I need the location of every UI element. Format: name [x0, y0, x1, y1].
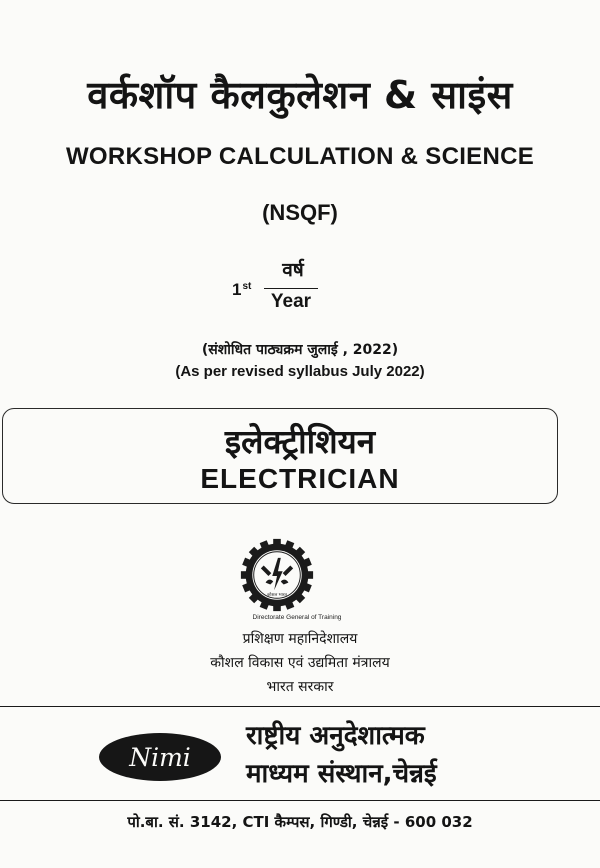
nimi-oval-logo-icon	[97, 730, 223, 784]
title-hindi: वर्कशॉप कैलकुलेशन & साइंस	[87, 73, 513, 117]
government-line-1: प्रशिक्षण महानिदेशालय	[242, 631, 358, 647]
government-line-2: कौशल विकास एवं उद्यमिता मंत्रालय	[210, 655, 390, 671]
institute-name-line-2: माध्यम संस्थान,चेन्नई	[246, 759, 437, 789]
dgt-logo-inner-text: कौशल भारत	[267, 592, 287, 598]
year-ordinal	[232, 280, 251, 300]
nimi-logo-text: Nimi	[129, 743, 191, 772]
title-english: WORKSHOP CALCULATION & SCIENCE	[65, 143, 535, 170]
year-label-hindi: वर्ष	[282, 259, 304, 281]
government-line-3: भारत सरकार	[266, 679, 334, 695]
year-ordinal-number: 1	[232, 280, 242, 299]
dgt-caption: Directorate General of Training	[252, 614, 342, 621]
trade-name-english: ELECTRICIAN	[200, 463, 400, 494]
syllabus-note-english: (As per revised syllabus July 2022)	[175, 363, 425, 380]
year-ordinal-suffix: st	[242, 281, 252, 292]
year-fraction-line	[264, 288, 318, 289]
divider-top	[0, 706, 600, 707]
institute-name-line-1: राष्ट्रीय अनुदेशात्मक	[246, 721, 425, 751]
dgt-gear-emblem-icon	[239, 537, 315, 613]
year-label-english: Year	[270, 291, 312, 312]
year-indicator	[232, 258, 352, 318]
postal-address: पो.बा. सं. 3142, CTI कैम्पस, गिण्डी, चेन्नई - 600 032	[127, 813, 473, 831]
syllabus-note-hindi: (संशोधित पाठ्यक्रम जुलाई , 2022)	[201, 342, 399, 358]
divider-bottom	[0, 800, 600, 801]
subtitle-nsqf: (NSQF)	[262, 200, 338, 225]
trade-name-hindi: इलेक्ट्रीशियन	[224, 422, 376, 461]
